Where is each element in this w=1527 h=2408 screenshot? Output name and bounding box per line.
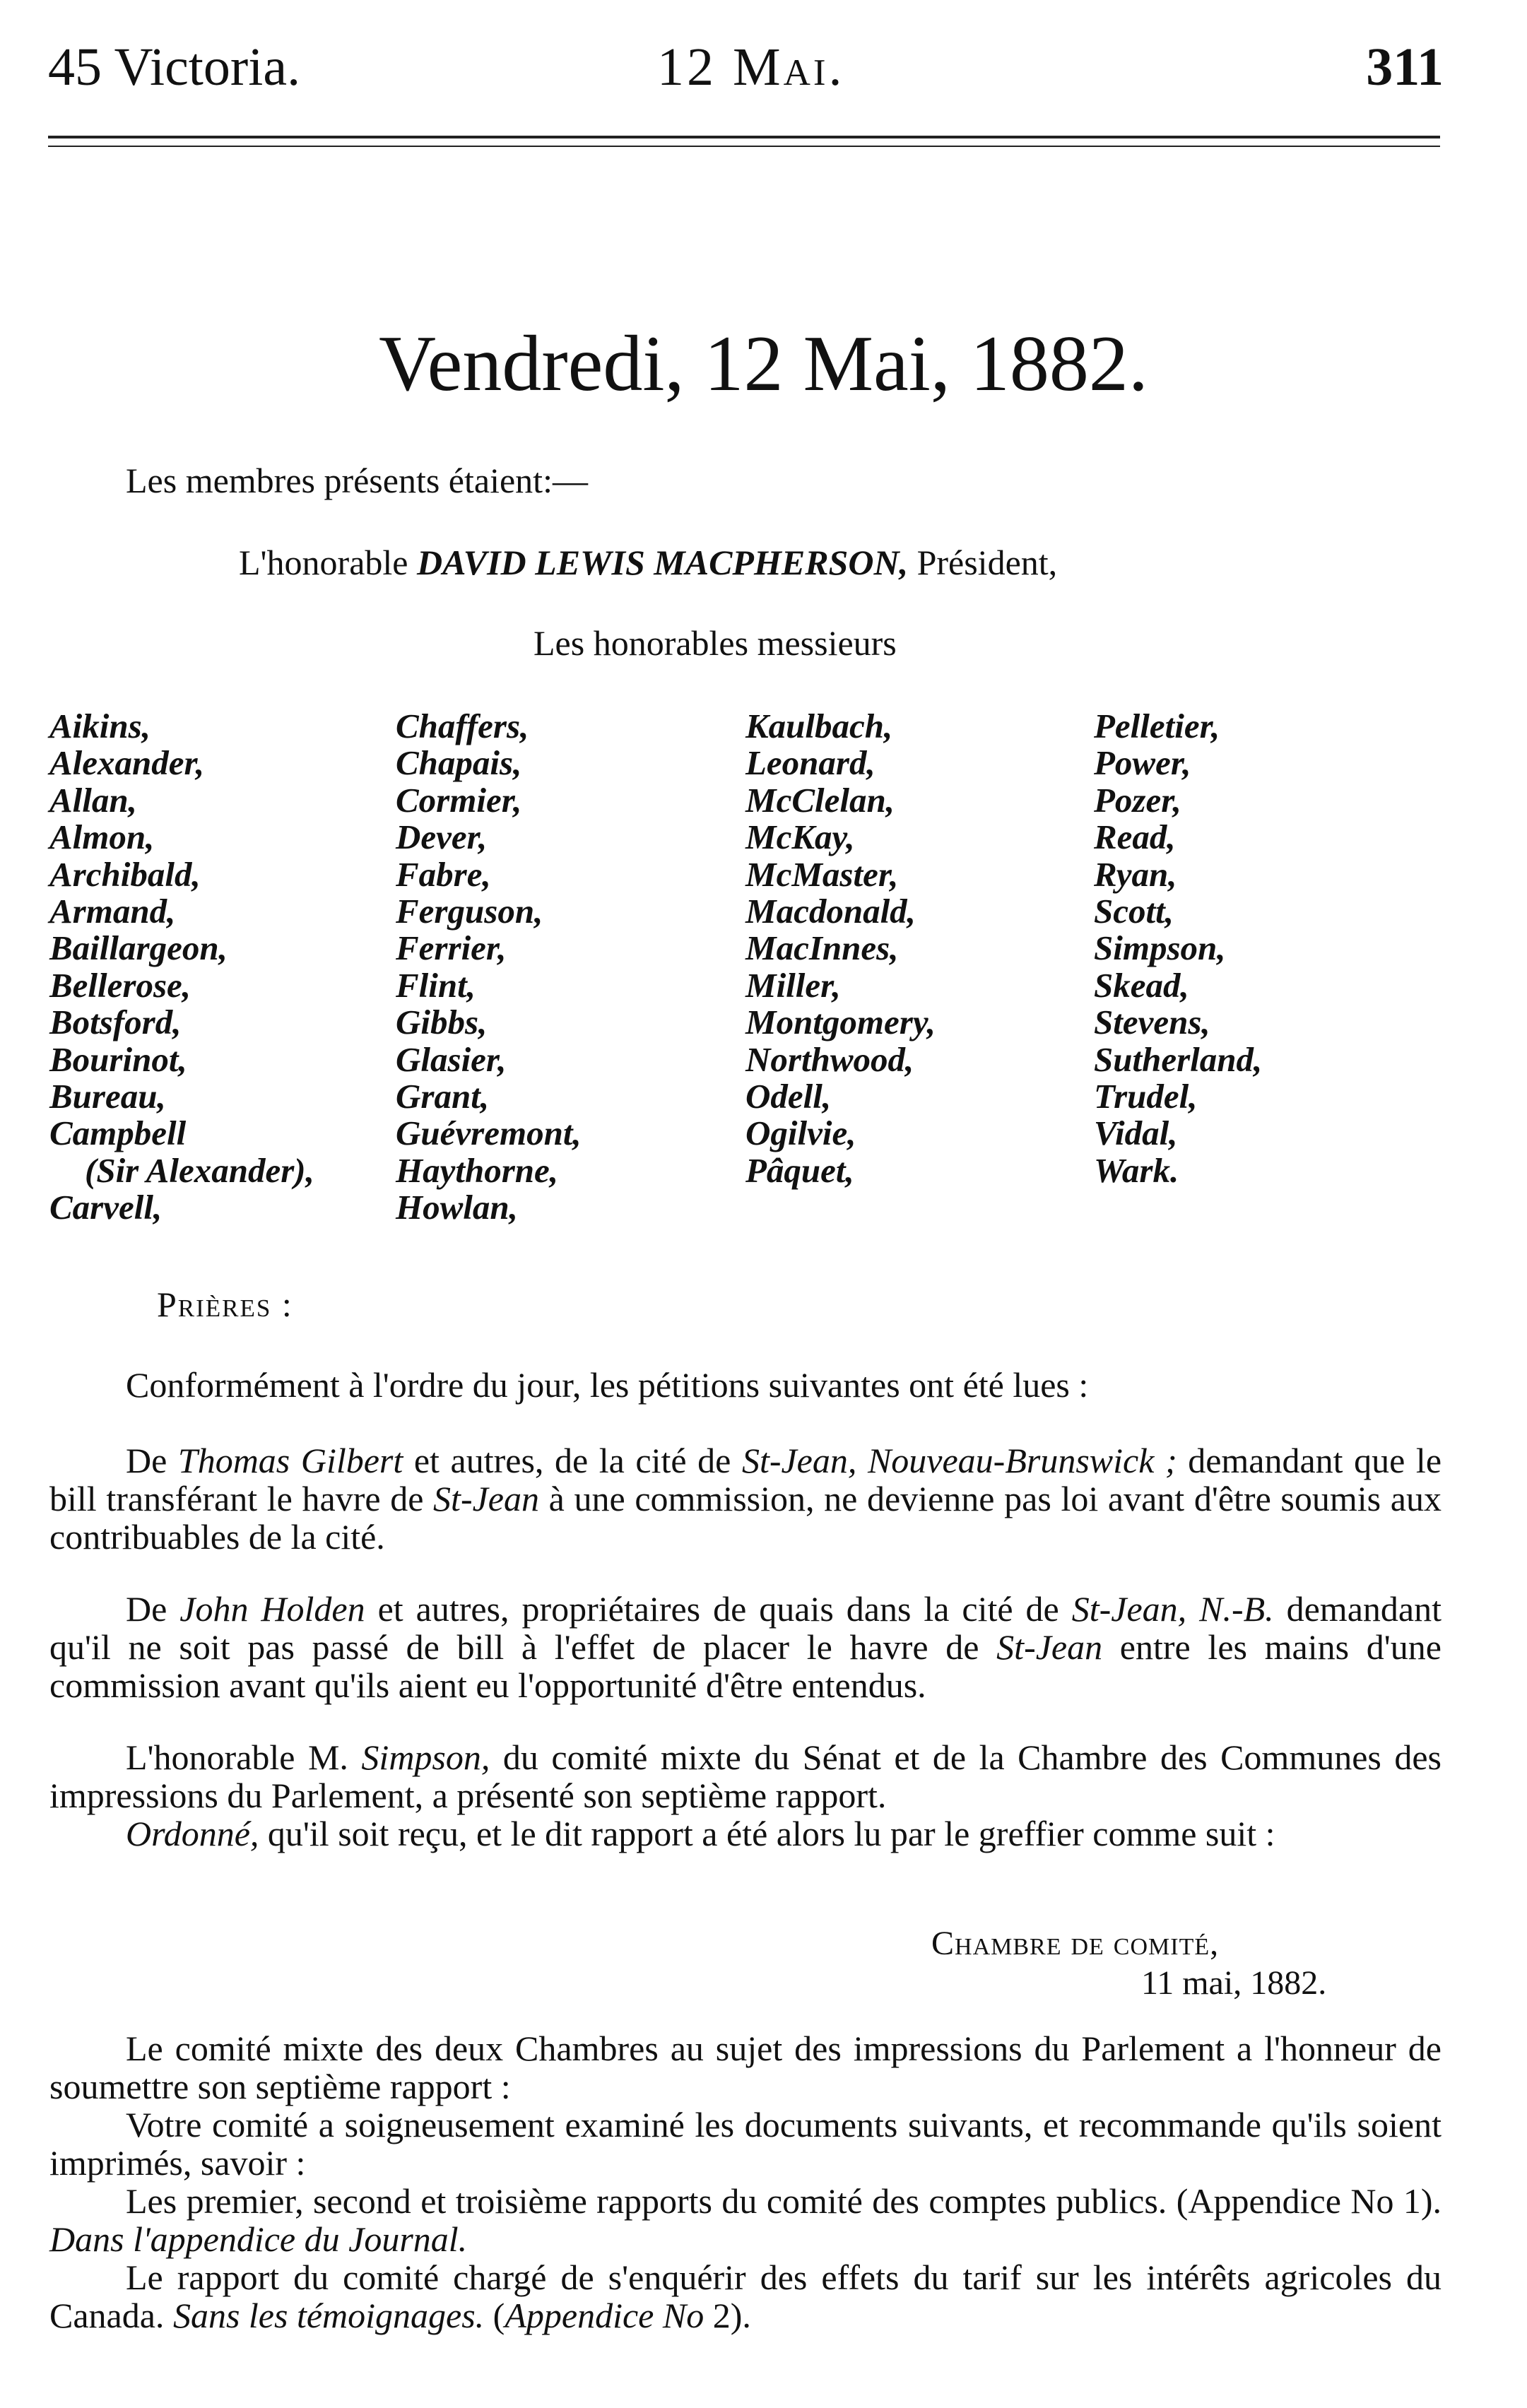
senator-name: McClelan, bbox=[745, 780, 895, 820]
text-run: du comité mixte du Sénat et de la Chambre des Communes des impressions du Parlement, a présenté son septième rapport. bbox=[49, 1737, 1442, 1815]
senator-name: Ogilvie, bbox=[745, 1114, 856, 1153]
senator-name: Ferrier, bbox=[396, 928, 507, 968]
text-run: à une commission, ne devienne pas loi avant d'être soumis aux contribuables de la cité. bbox=[49, 1479, 1441, 1557]
place-name: St-Jean, N.-B. bbox=[1071, 1589, 1274, 1629]
senator-name: Chaffers, bbox=[396, 707, 529, 745]
senator-name: Botsford, bbox=[49, 1003, 182, 1042]
text-run: L'honorable M. bbox=[126, 1737, 362, 1777]
petitions-intro: Conformément à l'ordre du jour, les pétitions suivantes ont été lues : bbox=[126, 1365, 1089, 1405]
senators-column-1 bbox=[49, 708, 314, 1227]
senators-column-2 bbox=[396, 708, 582, 1227]
senator-name: Northwood, bbox=[745, 1039, 914, 1079]
senator-name: MacInnes, bbox=[745, 928, 899, 968]
committee-date: 11 mai, 1882. bbox=[1141, 1964, 1327, 2002]
senator-name: McKay, bbox=[745, 818, 855, 857]
text-run: et autres, propriétaires de quais dans la cité de bbox=[365, 1589, 1072, 1629]
senator-name: Bourinot, bbox=[49, 1039, 187, 1079]
petition-holden bbox=[49, 1590, 1441, 1704]
senators-column-4 bbox=[1094, 708, 1262, 1189]
senator-name: Allan, bbox=[49, 780, 137, 820]
page-number: 311 bbox=[1366, 37, 1444, 97]
header-session: 45 Victoria. bbox=[48, 37, 301, 97]
text-run: Le rapport du comité chargé de s'enquérir des effets du tarif sur les intérêts agricoles du Canada. bbox=[49, 2258, 1441, 2335]
committee-room: Chambre de comité, bbox=[931, 1925, 1220, 1962]
senator-name: Ryan, bbox=[1094, 854, 1177, 894]
senator-name: (Sir Alexander), bbox=[85, 1150, 314, 1190]
senator-name: Alexander, bbox=[49, 743, 205, 783]
senator-name: Chapais, bbox=[396, 743, 522, 783]
senator-name: Wark. bbox=[1094, 1150, 1179, 1190]
report-item-public-accounts bbox=[49, 2182, 1441, 2258]
senator-name: Skead, bbox=[1094, 965, 1189, 1005]
petition-gilbert bbox=[49, 1441, 1441, 1556]
senator-name: Trudel, bbox=[1094, 1077, 1198, 1116]
senator-name: Odell, bbox=[745, 1077, 832, 1116]
senator-name: Montgomery, bbox=[745, 1003, 936, 1042]
senator-name: Armand, bbox=[49, 892, 176, 931]
senator-name: Baillargeon, bbox=[49, 928, 228, 968]
text-run: entre les mains d'une commission avant qu'ils aient eu l'opportunité d'être entendus. bbox=[49, 1627, 1441, 1705]
senator-name: Cormier, bbox=[396, 780, 522, 820]
text-run: Les premier, second et troisième rapports du comité des comptes publics. (Appendice No 1). bbox=[126, 2181, 1441, 2221]
note-italic: Appendice No bbox=[505, 2296, 704, 2335]
report-ordered bbox=[49, 1814, 1441, 1853]
senator-name: Simpson, bbox=[1094, 928, 1226, 968]
senator-name: Leonard, bbox=[745, 743, 875, 783]
prieres-heading: Prières : bbox=[157, 1285, 293, 1324]
petitioner-name: Thomas Gilbert bbox=[177, 1441, 403, 1480]
note-italic: Sans les témoignages. bbox=[172, 2296, 485, 2335]
senator-name: Kaulbach, bbox=[745, 707, 893, 745]
header-date: 12 Mai. bbox=[657, 37, 845, 97]
senator-name: Scott, bbox=[1094, 892, 1174, 931]
senator-name: Archibald, bbox=[49, 854, 201, 894]
senator-name: Miller, bbox=[745, 965, 841, 1005]
place-name: St-Jean bbox=[433, 1479, 539, 1518]
senator-name: Dever, bbox=[396, 818, 488, 857]
senator-name: Gibbs, bbox=[396, 1003, 488, 1042]
senator-name: Glasier, bbox=[396, 1039, 507, 1079]
president-name: DAVID LEWIS MACPHERSON, bbox=[416, 543, 909, 582]
senator-name: Sutherland, bbox=[1094, 1039, 1263, 1079]
text-run: demandant que le bill transférant le havre de bbox=[49, 1441, 1442, 1518]
senator-name: Pozer, bbox=[1094, 780, 1181, 820]
senator-name: Vidal, bbox=[1094, 1114, 1178, 1153]
header-rule-thin bbox=[48, 146, 1440, 147]
petitioner-name: John Holden bbox=[179, 1589, 365, 1629]
senator-name: McMaster, bbox=[745, 854, 899, 894]
header-rule bbox=[48, 136, 1440, 138]
senator-name: Howlan, bbox=[396, 1188, 518, 1227]
senator-name: Grant, bbox=[396, 1077, 490, 1116]
president-line bbox=[239, 541, 1057, 584]
note-italic: Dans l'appendice du Journal. bbox=[49, 2219, 468, 2259]
senator-name: Read, bbox=[1094, 818, 1176, 857]
senator-name: Power, bbox=[1094, 743, 1191, 783]
ordered-word: Ordonné, bbox=[126, 1814, 259, 1853]
report-item-tariff bbox=[49, 2258, 1441, 2335]
senator-name: Flint, bbox=[396, 965, 476, 1005]
senator-name: Pelletier, bbox=[1094, 707, 1220, 745]
senator-name: Pâquet, bbox=[745, 1150, 854, 1190]
senator-name: Ferguson, bbox=[396, 892, 543, 931]
text-run: qu'il soit reçu, et le dit rapport a été alors lu par le greffier comme suit : bbox=[259, 1814, 1275, 1853]
senator-name: Guévremont, bbox=[396, 1114, 582, 1153]
members-intro: Les membres présents étaient:— bbox=[126, 461, 588, 500]
senator-name: Bureau, bbox=[49, 1077, 166, 1116]
text-run: demandant qu'il ne soit pas passé de bill à l'effet de placer le havre de bbox=[49, 1589, 1441, 1667]
senator-name: Bellerose, bbox=[49, 965, 191, 1005]
text-run: et autres, de la cité de bbox=[403, 1441, 742, 1480]
place-name: St-Jean, Nouveau-Brunswick ; bbox=[741, 1441, 1177, 1480]
senator-name: Campbell bbox=[49, 1114, 187, 1153]
senator-name: Aikins, bbox=[49, 707, 151, 745]
senator-name: Carvell, bbox=[49, 1188, 163, 1227]
president-prefix: L'honorable bbox=[239, 543, 408, 582]
text-run: De bbox=[126, 1441, 178, 1480]
report-body-intro: Le comité mixte des deux Chambres au sujet des impressions du Parlement a l'honneur de soumettre son septième rapport : bbox=[49, 2029, 1441, 2106]
senator-name: Almon, bbox=[49, 818, 155, 857]
text-run: De bbox=[126, 1589, 180, 1629]
member-name: Simpson, bbox=[361, 1737, 490, 1777]
senators-heading: Les honorables messieurs bbox=[533, 623, 897, 663]
senator-name: Haythorne, bbox=[396, 1150, 559, 1190]
senator-name: Macdonald, bbox=[745, 892, 916, 931]
page-title: Vendredi, 12 Mai, 1882. bbox=[379, 320, 1148, 408]
text-run: ( bbox=[484, 2296, 505, 2335]
report-body-recommend: Votre comité a soigneusement examiné les documents suivants, et recommande qu'ils soient imprimés, savoir : bbox=[49, 2105, 1441, 2183]
president-title: Président, bbox=[916, 543, 1058, 582]
senator-name: Fabre, bbox=[396, 854, 491, 894]
senator-name: Stevens, bbox=[1094, 1003, 1210, 1042]
text-run: 2). bbox=[704, 2296, 751, 2335]
report-presentation bbox=[49, 1738, 1441, 1814]
place-name: St-Jean bbox=[996, 1627, 1103, 1667]
senators-column-3 bbox=[745, 708, 936, 1189]
